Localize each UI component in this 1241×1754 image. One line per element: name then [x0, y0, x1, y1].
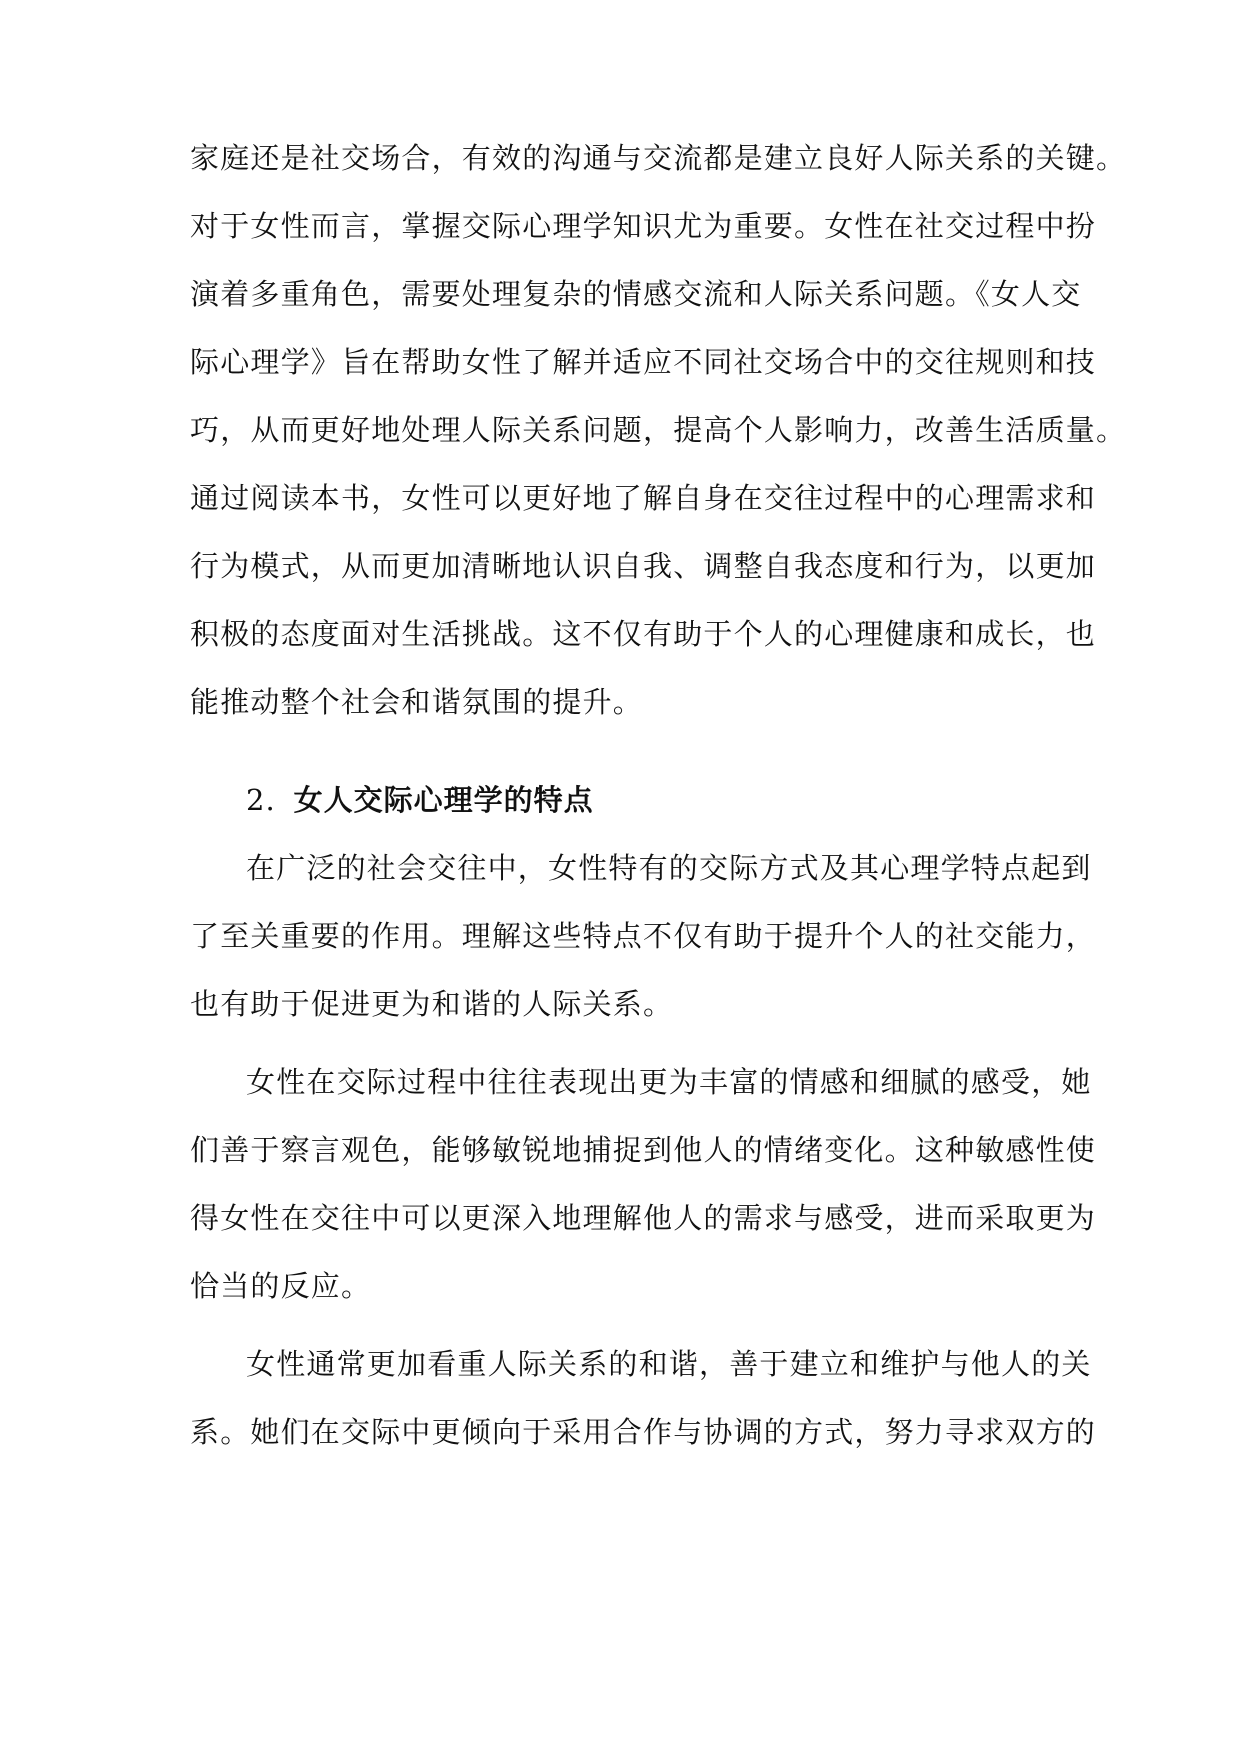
text-line: 女性在交际过程中往往表现出更为丰富的情感和细腻的感受，她 — [246, 1065, 1092, 1099]
text-line: 行为模式，从而更加清晰地认识自我、调整自我态度和行为，以更加 — [190, 549, 1097, 583]
text-line: 积极的态度面对生活挑战。这不仅有助于个人的心理健康和成长，也 — [190, 617, 1097, 651]
text-line: 们善于察言观色，能够敏锐地捕捉到他人的情绪变化。这种敏感性使 — [190, 1133, 1097, 1167]
text-line: 也有助于促进更为和谐的人际关系。 — [190, 987, 674, 1021]
text-line: 了至关重要的作用。理解这些特点不仅有助于提升个人的社交能力， — [190, 919, 1097, 953]
section-title: 女人交际心理学的特点 — [293, 783, 594, 817]
text-line: 通过阅读本书，女性可以更好地了解自身在交往过程中的心理需求和 — [190, 481, 1097, 515]
text-line: 女性通常更加看重人际关系的和谐，善于建立和维护与他人的关 — [246, 1347, 1092, 1381]
text-line: 恰当的反应。 — [190, 1269, 372, 1303]
text-line: 际心理学》旨在帮助女性了解并适应不同社交场合中的交往规则和技 — [190, 345, 1097, 379]
section-number: 2. — [246, 783, 276, 817]
text-line: 能推动整个社会和谐氛围的提升。 — [190, 685, 644, 719]
text-line: 系。她们在交际中更倾向于采用合作与协调的方式，努力寻求双方的 — [190, 1415, 1097, 1449]
text-line: 在广泛的社会交往中，女性特有的交际方式及其心理学特点起到 — [246, 851, 1092, 885]
text-line: 演着多重角色，需要处理复杂的情感交流和人际关系问题。《女人交 — [190, 277, 1082, 311]
text-line: 家庭还是社交场合，有效的沟通与交流都是建立良好人际关系的关键。 — [190, 141, 1127, 175]
text-line: 得女性在交往中可以更深入地理解他人的需求与感受，进而采取更为 — [190, 1201, 1097, 1235]
text-line: 对于女性而言，掌握交际心理学知识尤为重要。女性在社交过程中扮 — [190, 209, 1097, 243]
text-line: 巧，从而更好地处理人际关系问题，提高个人影响力，改善生活质量。 — [190, 413, 1127, 447]
section-heading — [246, 780, 594, 820]
